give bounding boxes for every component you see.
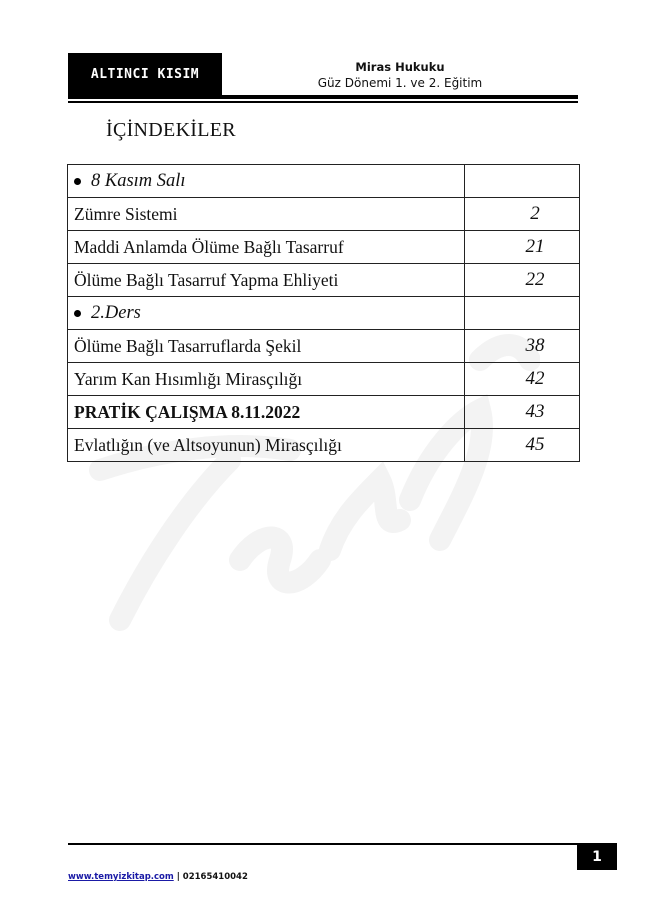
toc-entry-title: Maddi Anlamda Ölüme Bağlı Tasarruf (68, 231, 465, 264)
toc-page-number: 2 (465, 198, 580, 231)
phone-number: 02165410042 (182, 872, 248, 882)
toc-row[interactable] (68, 264, 580, 297)
footer-separator: | (176, 872, 180, 882)
toc-row[interactable] (68, 363, 580, 396)
toc-heading: İÇİNDEKİLER (106, 119, 236, 141)
toc-session-title (68, 297, 465, 330)
toc-row[interactable] (68, 330, 580, 363)
toc-row[interactable] (68, 396, 580, 429)
toc-session-label: 2.Ders (91, 302, 141, 323)
toc-row[interactable] (68, 429, 580, 462)
toc-entry-title: Ölüme Bağlı Tasarruf Yapma Ehliyeti (68, 264, 465, 297)
course-header (300, 59, 500, 91)
toc-session-label: 8 Kasım Salı (91, 170, 186, 191)
toc-page-number (465, 165, 580, 198)
toc-entry-title: Evlatlığın (ve Altsoyunun) Mirasçılığı (68, 429, 465, 462)
toc-row[interactable] (68, 297, 580, 330)
toc-page-number: 38 (465, 330, 580, 363)
header-rule-thin (68, 101, 578, 103)
course-title: Miras Hukuku (355, 60, 445, 74)
bullet-icon (74, 178, 81, 185)
page-number: 1 (577, 843, 617, 870)
toc-row[interactable] (68, 231, 580, 264)
toc-entry-title: Ölüme Bağlı Tasarruflarda Şekil (68, 330, 465, 363)
footer-rule (68, 843, 578, 845)
toc-page-number: 43 (465, 396, 580, 429)
section-label: ALTINCI KISIM (68, 53, 222, 95)
toc-entry-title: Zümre Sistemi (68, 198, 465, 231)
toc-row[interactable] (68, 198, 580, 231)
toc-row[interactable] (68, 165, 580, 198)
header-rule-thick (68, 95, 578, 99)
toc-entry-title: PRATİK ÇALIŞMA 8.11.2022 (68, 396, 465, 429)
toc-page-number: 42 (465, 363, 580, 396)
website-link[interactable]: www.temyizkitap.com (68, 872, 174, 882)
toc-entry-title: Yarım Kan Hısımlığı Mirasçılığı (68, 363, 465, 396)
bullet-icon (74, 310, 81, 317)
footer-contact (68, 872, 248, 882)
toc-table (67, 164, 580, 462)
course-subtitle: Güz Dönemi 1. ve 2. Eğitim (317, 76, 483, 90)
toc-page-number: 21 (465, 231, 580, 264)
toc-page-number: 45 (465, 429, 580, 462)
toc-page-number (465, 297, 580, 330)
toc-page-number: 22 (465, 264, 580, 297)
toc-session-title (68, 165, 465, 198)
